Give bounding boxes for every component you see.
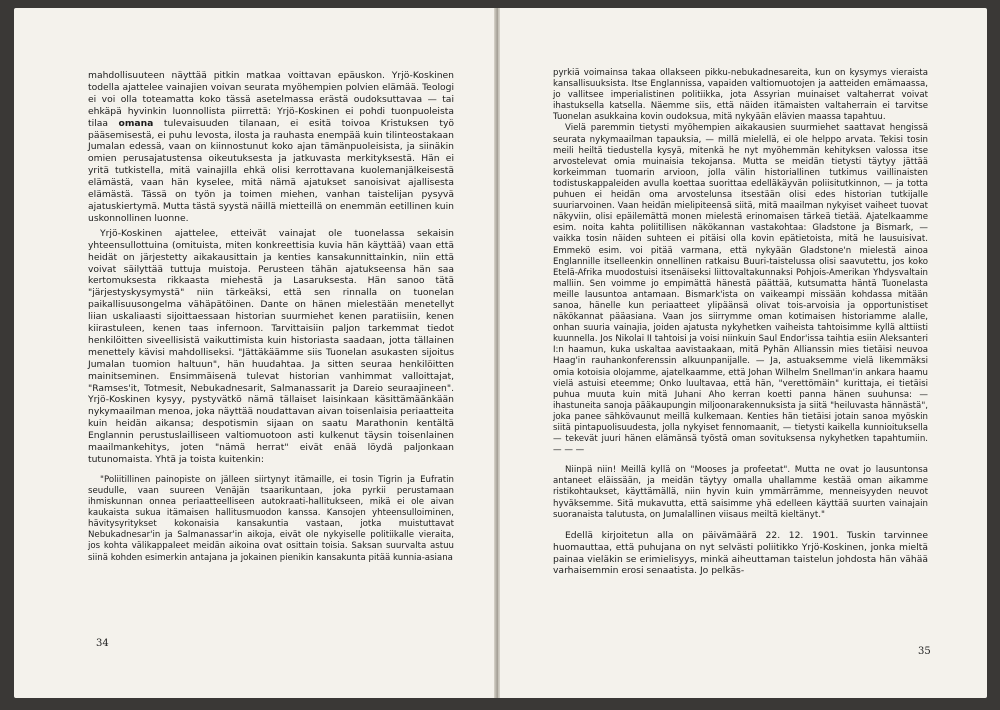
right-quote-paragraph-1: pyrkiä voimainsa takaa ollakseen pikku-nebukadnesareita, kun on kysymys vieraista kansallisuuksista. Itse Englannissa, vapaiden valtiomuotojen ja aatteiden emämaassa, jo vallitsee imperialistinen politiikka, jota Assyrian muinaiset valtaherrat voivat ihastuksella katsella. Näemme siis, että näiden itämaisten valtaherrain ei tarvitse Tuonelan asukkaina kovin oudoksua, mitä nykyään elävien maassa tapahtuu. bbox=[553, 68, 928, 123]
right-page-text bbox=[553, 68, 928, 577]
right-paragraph-4: Edellä kirjoitetun alla on päivämäärä 22. 12. 1901. Tuskin tarvinnee huomauttaa, että puhujana on nyt selvästi poliitikko Yrjö-Koskinen, jonka mieltä painaa vieläkin se erimielisyys, minkä aiheuttaman taistelun johdosta hän vähää varhaisemmin erosi senaatista. Jo pelkäs- bbox=[553, 529, 928, 577]
left-paragraph-2: Yrjö-Koskinen ajattelee, etteivät vainajat ole tuonelassa sekaisin yhteensullottuina (omituista, miten konkreettisia kuvia hän käyttää) vaan että heidät on järjestetty aikakausittain ja kenties kansakunnittainkin, niin että voivat säilyttää tuttuja muistoja. Perusteen tähän ajatukseensa hän saa kertomuksesta rikkaasta miehestä ja Lasaruksesta. Hän sanoo tätä "järjestyskysymystä" niin tärkeäksi, että sen rinnalla on tuonelan paikallisuusongelma vähäpätöinen. Dante on hänen mielestään menetellyt liian uskaliaasti sijoittaessaan historian suurmiehet kenen paratiisiin, kenen kiirastuleen, kenen taas infernoon. Tarvittaisiin paljon tarkemmat tiedot henkilöitten siveellisistä vaikuttimista kuin historiasta saadaan, jotta tällainen menettely kävisi mahdolliseksi. "Jättäkäämme siis Tuonelan asukasten sijoitus Jumalan tuomion haltuun", hän huudahtaa. Ja sitten seuraa henkilöitten mainitseminen. Ensimmäisenä tulevat historian vanhimmat valloittajat, "Ramses'it, Totmesit, Nebukadnesarit, Salmanassarit ja Dareio seuraajineen". Yrjö-Koskinen kysyy, pystyvätkö nämä tällaiset laisinkaan käsittämäänkään nykymaailman menoa, joka näyttää noudattavan aivan toisenlaisia periaatteita kuin heidän aikansa; despotismin sijaan on saatu Marathonin kentältä Englannin perustuslailliseen valtiomuotoon asti kulkenut täysin toisenlainen maailmankehitys, joten "nämä herrat" eivät enää löydä paljonkaan tutunomaista. Yhtä ja toista kuitenkin: bbox=[88, 227, 454, 465]
right-page bbox=[500, 8, 987, 698]
left-page-text bbox=[88, 70, 454, 564]
page-number-right: 35 bbox=[918, 646, 931, 657]
left-paragraph-1: mahdollisuuteen näyttää pitkin matkaa voittavan epäuskon. Yrjö-Koskinen todella ajattelee vainajien voivan seurata myöhempien polvien elämää. Teologi ei voi olla toteamatta koko tässä asetelmassa erästä oudoksuttavaa — tai ehkäpä hyvinkin luonnollista piirrettä: Yrjö-Koskinen ei pohdi tuonpuoleista tilaa omana tulevaisuuden tilanaan, ei esitä toivoa Kristuksen työ pääsemisestä, ei puhu levosta, ilosta ja rauhasta enempää kuin tilinteostakaan Jumalan edessä, vaan on kiinnostunut koko ajan tämänpuoleisista, ja siinäkin omien perusajatustensa oikeutuksesta ja jatkuvasta merkityksestä. Hän ei yritä tutkistella, mitä vainajilla ehkä olisi kerrottavana kuolemanjälkeisestä elämästä, vaan hän kyselee, mitä nämä ajatukset sanoisivat ajallisesta elämästä. Tässä on työn ja toimen miehen, vanhan taistelijan pysyvä ajatuskiertymä. Mutta tästä syystä näillä mietteillä on enemmän eetillinen kuin uskonnollinen luonne. bbox=[88, 70, 454, 224]
right-quote-paragraph-3: Niinpä niin! Meillä kyllä on "Mooses ja profeetat". Mutta ne ovat jo lausuntonsa antaneet eläissään, ja meidän täytyy omalla uhallamme kestää oman aikamme ristikohtaukset, käyttämällä, niin hyvin kuin ymmärrämme, menneisyyden neuvot hyväksemme. Sitä mukavutta, että saisimme yhä edelleen käyttää suurten vainajain suoranaista talutusta, on Jumalallinen viisaus meiltä kieltänyt." bbox=[553, 465, 928, 520]
emphasis-omana: omana bbox=[118, 117, 154, 129]
left-quote: "Poliitillinen painopiste on jälleen siirtynyt itämaille, ei tosin Tigrin ja Eufratin seudulle, vaan suureen Venäjän tsaarikuntaan, joka pyrkii perustamaan ihmiskunnan onnea periaatteelliseen autokraati-hallitukseen, mikä ei ole aivan kaukaista sukua itämaisen hallitusmuodon kanssa. Kansojen yhteensulloiminen, hävitysyritykset kokonaisia kansakuntia vastaan, jotka muistuttavat Nebukadnesar'in ja Salmanassar'in aikoja, eivät ole nykyiselle politiikalle vieraita, jos kohta välikappaleet meidän aikoina ovat osittain toisia. Saksan suurvalta astuu siinä kohden esimerkin antajana ja jokainen pienikin kansakunta pitää kunnia-asiana bbox=[88, 474, 454, 563]
page-number-left: 34 bbox=[96, 638, 109, 649]
left-page bbox=[14, 8, 496, 698]
right-quote-paragraph-2: Vielä paremmin tietysti myöhempien aikakausien suurmiehet saattavat hengissä seurata nykymaailman tapauksia, — millä mielellä, ei ole helppo arvata. Tekisi tosin meili heiltä tiedustella kysyä, mitenkä he nyt myöhemmän kehityksen valossa itse arvostelevat omia muinaisia tekojansa. Mutta se meidän tietysti täytyy jättää korkeimman tuomarin arvioon, jolla välin historiallinen tutkimus vaillinaisten todistuskappaleiden avulla koettaa suorittaa edelläkäyvän poliisitutkinnon, — ja totta puhuen ei heidän oma arvostelunsa itsestään olisi edes historian tutkijalle suuriarvoinen. Vaan heidän mielipiteensä siitä, mitä maailman nykyiset vaiheet tuovat näkyviin, olisi epäilemättä monen mielestä erinomaisen tärkeä tietää. Ajatelkaamme esim. noita kahta poliitillisen näkökannan vastakohtaa: Gladstone ja Bismark, — vaikka tosin näiden suhteen ei pitäisi olla kovin epätietoista, mitä he lausuisivat. Emmekö esim. voi pitää varmana, että nykyään Gladstone'n mielestä ainoa Englannille itselleenkin onnellinen ratkaisu Buuri-taistelussa olisi saavutettu, jos koko Etelä-Afrika muodostuisi itsenäiseksi liittovaltakunnaksi Pohjois-Amerikan Yhdysvaltain malliin. Sen voimme jo empimättä hänestä päättää, kutsumatta häntä Tuonelasta meille lausuntoa antamaan. Bismark'ista on vaikeampi missään kohdassa mitään sanoa, hänelle kun periaatteet ylipäänsä olivat tois-arvoisia ja opportunistiset näkökannat pääasiana. Vaan jos siirrymme oman kotimaisen historiamme alalle, onhan suuria vainajia, joiden ajatusta nykyhetken vaiheista tahtoisimme kyllä alttiisti kuunnella. Jos Nikolai II tahtoisi ja voisi niinkuin Saul Endor'issa taihtia esiin Aleksanteri I:n haamun, kuka uskaltaa aavistaakaan, mitä Pyhän Allianssin mies tietäisi neuvoa Haag'in rauhankonferenssin alkuunpanijalle. — Ja, astuaksemme vielä likemmäksi omia kotoisia olojamme, ajatelkaamme, että Johan Wilhelm Snellman'in ankara haamu vielä astuisi eteemme; Onko luultavaa, että hän, "verettömäin" kurittaja, ei tietäisi puhua muuta kuin mitä Juhani Aho kerran koetti panna hänen suuhunsa: — ihastuneita sanoja pääkaupungin miljoonarakennuksista ja siitä "heiluvasta hännästä", joka panee sähkövaunut meillä kulkemaan. Kenties hän tietäisi jotain sanoa myöskin siitä pintapuolisuudesta, jolla nykyiset fennomaanit, — tietysti kaikella kunnioituksella — tekevät juuri hänen elämänsä työstä oman sovituksensa nykyhetken tapahtumiin. — — — bbox=[553, 123, 928, 456]
